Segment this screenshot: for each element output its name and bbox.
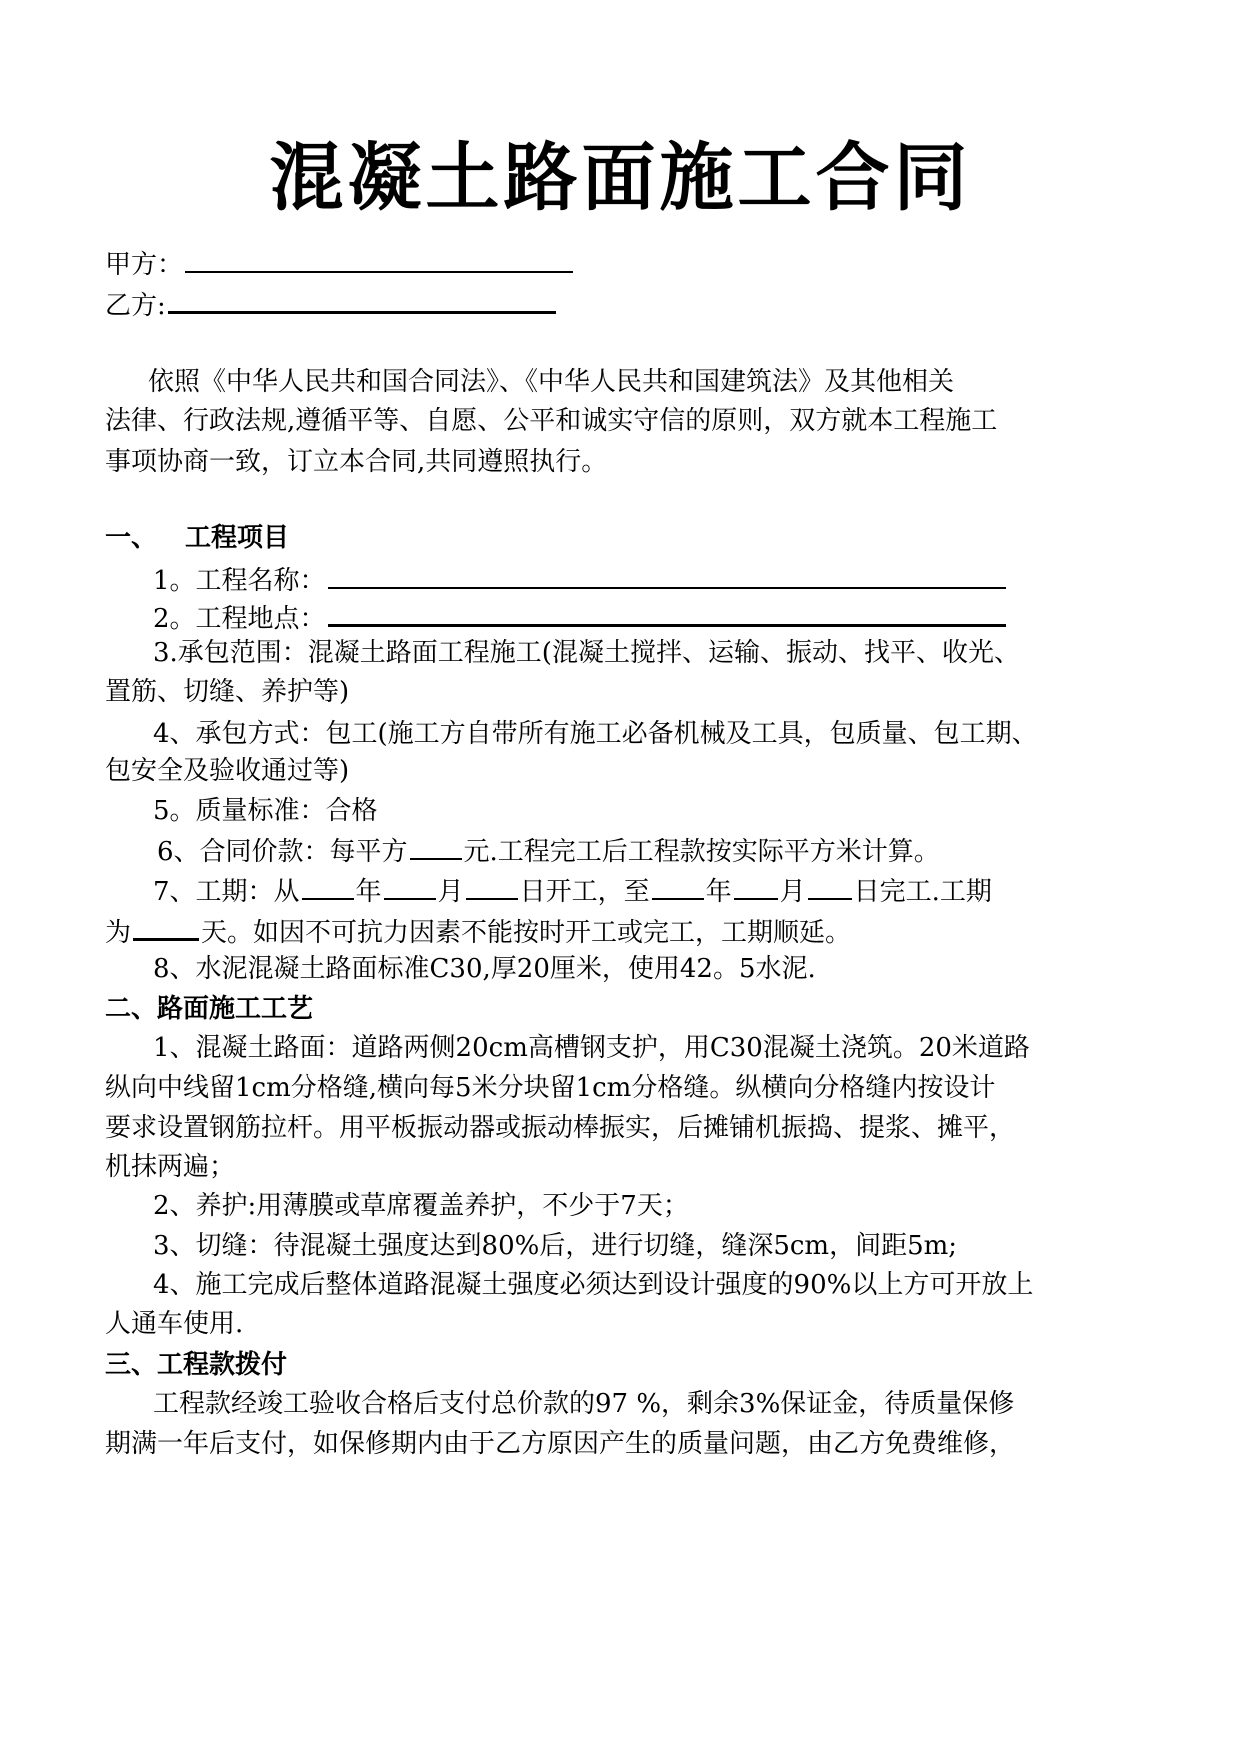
section-1-title: 工程项目: [185, 523, 290, 553]
project-name-blank[interactable]: [328, 563, 1006, 589]
section-3-heading: 三、工程款拨付: [105, 1350, 288, 1380]
duration-days-note: 天。如因不可抗力因素不能按时开工或完工，工期顺延。: [201, 918, 852, 948]
section-1-number: 一、: [105, 523, 158, 553]
party-a-blank[interactable]: [185, 247, 573, 273]
process-1-line-2: 纵向中线留1cm分格缝,横向每5米分块留1cm分格缝。纵横向分格缝内按设计: [105, 1073, 996, 1103]
process-cutting: 3、切缝：待混凝土强度达到80%后，进行切缝，缝深5cm，间距5m;: [153, 1231, 958, 1261]
quality-standard: 5。质量标准：合格: [153, 796, 378, 826]
start-year-blank[interactable]: [302, 874, 354, 900]
end-year-blank[interactable]: [652, 874, 704, 900]
payment-line-2: 期满一年后支付，如保修期内由于乙方原因产生的质量问题，由乙方免费维修，: [105, 1429, 1016, 1459]
project-name-label: 1。工程名称：: [153, 566, 326, 596]
duration-row-1: [153, 874, 992, 908]
scope-line-1: 3.承包范围：混凝土路面工程施工(混凝土搅拌、运输、振动、找平、收光、: [153, 638, 1020, 668]
process-curing: 2、养护:用薄膜或草席覆盖养护，不少于7天；: [153, 1191, 689, 1221]
party-b-label: 乙方:: [105, 291, 166, 321]
scope-line-2: 置筋、切缝、养护等): [105, 677, 350, 707]
party-b-row: [105, 287, 558, 322]
section-1-heading: [105, 522, 289, 554]
process-4-line-2: 人通车使用.: [105, 1309, 244, 1339]
end-day-label: 日完工.工期: [853, 877, 992, 907]
process-1-line-1: 1、混凝土路面：道路两侧20cm高槽钢支护，用C30混凝土浇筑。20米道路: [153, 1033, 1030, 1063]
project-name-row: [153, 563, 1008, 597]
document-title: 混凝土路面施工合同: [269, 135, 972, 221]
start-month-label: 月: [437, 877, 464, 907]
party-a-row: [105, 247, 575, 281]
contract-mode-line-2: 包安全及验收通过等): [105, 756, 350, 786]
contract-mode-line-1: 4、承包方式：包工(施工方自带所有施工必备机械及工具，包质量、包工期、: [153, 719, 1038, 749]
payment-line-1: 工程款经竣工验收合格后支付总价款的97 %，剩余3%保证金，待质量保修: [153, 1389, 1015, 1419]
contract-price-label: 6、合同价款：每平方: [157, 837, 408, 867]
cement-standard: 8、水泥混凝土路面标准C30,厚20厘米，使用42。5水泥.: [153, 954, 816, 984]
duration-from-label: 7、工期：从: [153, 877, 300, 907]
process-4-line-1: 4、施工完成后整体道路混凝土强度必须达到设计强度的90%以上方可开放上: [153, 1270, 1034, 1300]
party-a-label: 甲方：: [105, 250, 184, 280]
project-location-row: [153, 600, 1008, 635]
process-1-line-3: 要求设置钢筋拉杆。用平板振动器或振动棒振实，后摊铺机振捣、提浆、摊平，: [105, 1113, 1016, 1143]
party-b-blank[interactable]: [168, 287, 556, 314]
start-year-label: 年: [355, 877, 382, 907]
end-year-label: 年: [705, 877, 732, 907]
process-1-line-4: 机抹两遍；: [105, 1152, 236, 1182]
preamble-line-2: 法律、行政法规,遵循平等、自愿、公平和诚实守信的原则，双方就本工程施工: [105, 406, 998, 436]
project-location-label: 2。工程地点：: [153, 604, 326, 634]
start-month-blank[interactable]: [384, 874, 436, 900]
preamble-line-3: 事项协商一致，订立本合同,共同遵照执行。: [105, 447, 608, 477]
start-day-blank[interactable]: [466, 874, 518, 900]
preamble-line-1: 依照《中华人民共和国合同法》、《中华人民共和国建筑法》及其他相关: [148, 367, 955, 397]
contract-price-row: [157, 834, 940, 868]
end-month-label: 月: [779, 877, 806, 907]
contract-price-note: 元.工程完工后工程款按实际平方米计算。: [463, 837, 940, 867]
section-2-heading: 二、路面施工工艺: [105, 994, 314, 1024]
project-location-blank[interactable]: [328, 600, 1006, 627]
duration-for-label: 为: [105, 918, 132, 948]
end-day-blank[interactable]: [808, 874, 852, 900]
duration-row-2: [105, 914, 851, 949]
start-day-label: 日开工，至: [519, 877, 650, 907]
price-per-sqm-blank[interactable]: [410, 834, 462, 860]
end-month-blank[interactable]: [734, 874, 778, 900]
duration-days-blank[interactable]: [133, 914, 199, 941]
